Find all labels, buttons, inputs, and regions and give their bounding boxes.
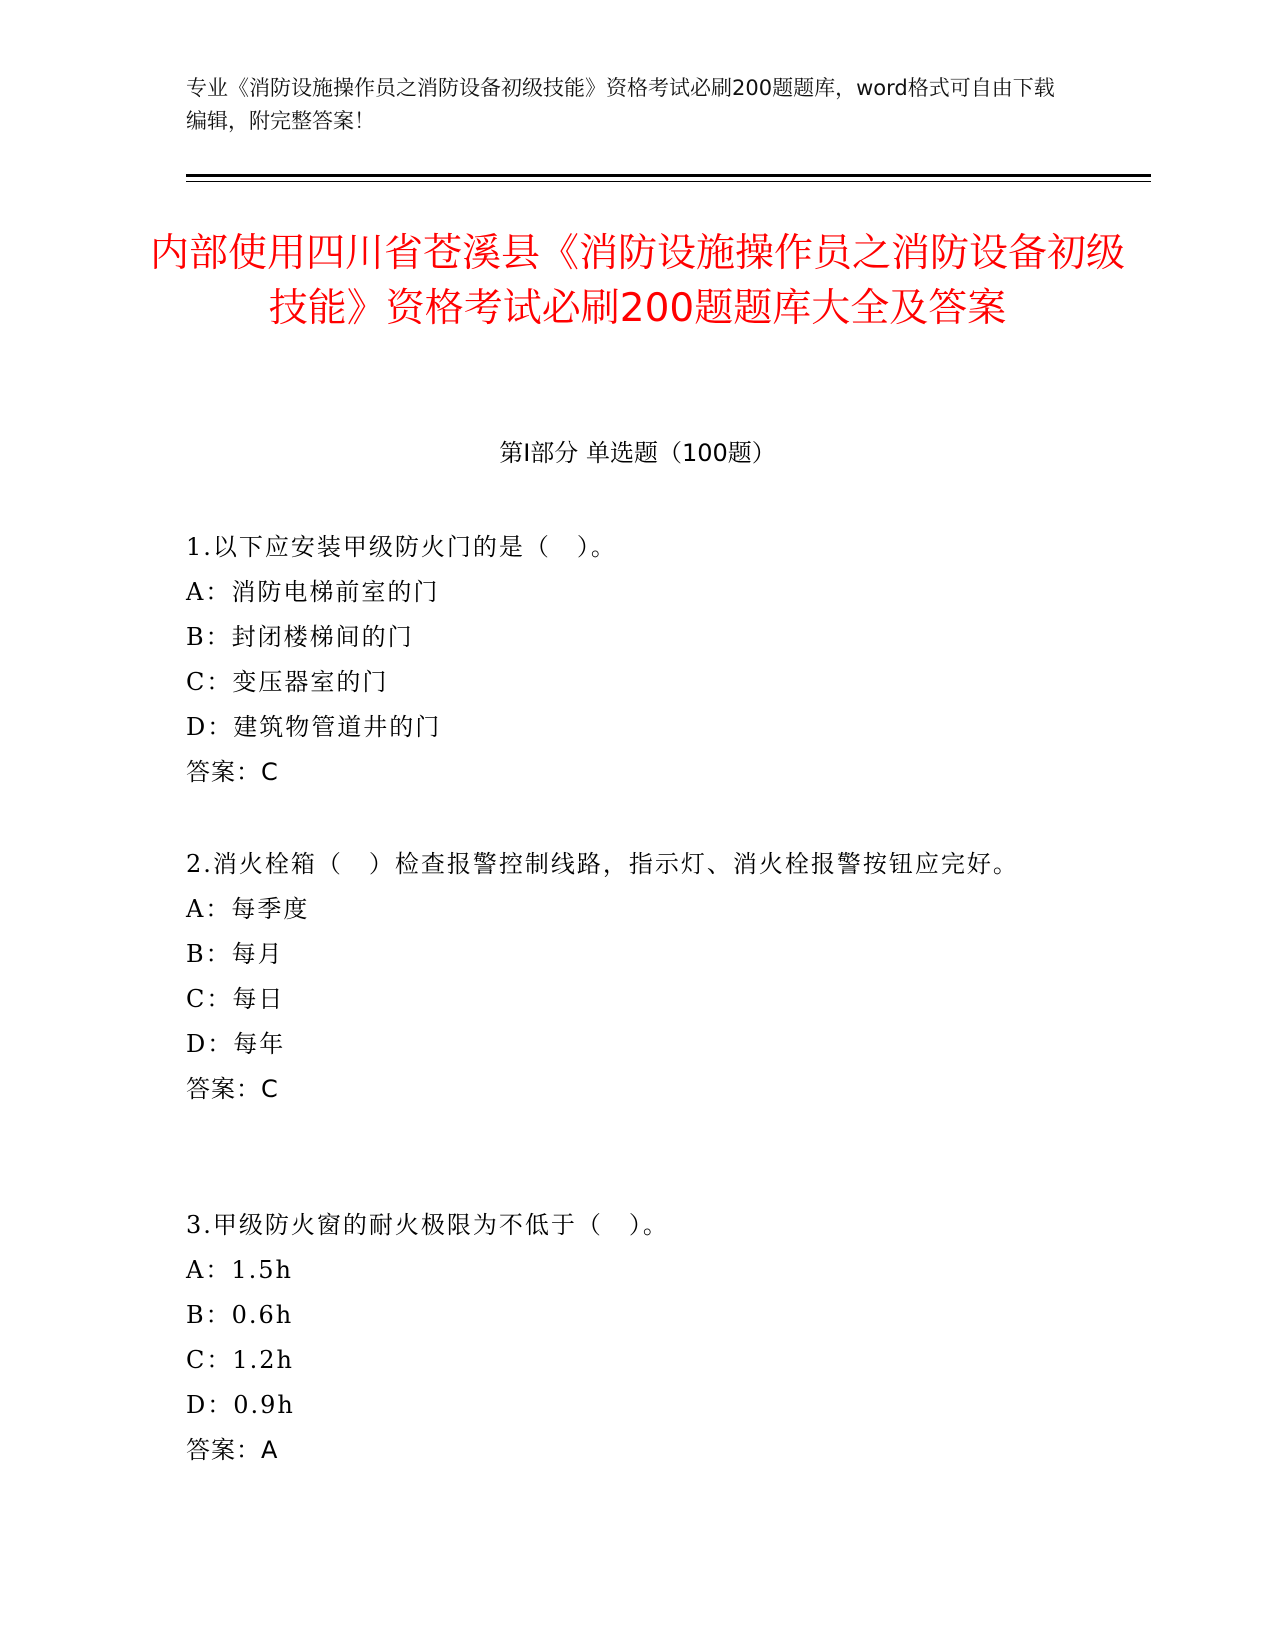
option-c: C：变压器室的门 (186, 668, 389, 696)
question-3 (186, 1203, 1066, 1473)
question-stem: 2.消火栓箱（ ）检查报警控制线路，指示灯、消火栓报警按钮应完好。 (186, 850, 1019, 878)
option-b: B：每月 (186, 940, 284, 968)
option-c: C：每日 (186, 985, 285, 1013)
question-2 (186, 842, 1066, 1112)
answer: 答案：C (186, 1075, 279, 1103)
option-d: D：每年 (186, 1030, 286, 1058)
option-a: A：消防电梯前室的门 (186, 578, 440, 606)
question-stem: 3.甲级防火窗的耐火极限为不低于（ ）。 (186, 1211, 669, 1239)
header-divider-thick (186, 174, 1151, 177)
section-heading: 第Ⅰ部分 单选题（100题） (499, 439, 776, 467)
answer: 答案：A (186, 1436, 279, 1464)
option-c: C：1.2h (186, 1346, 294, 1374)
header-divider-thin (186, 181, 1151, 182)
question-1 (186, 525, 1066, 795)
answer: 答案：C (186, 758, 279, 786)
option-b: B：封闭楼梯间的门 (186, 623, 414, 651)
option-a: A：1.5h (186, 1256, 293, 1284)
question-stem: 1.以下应安装甲级防火门的是（ ）。 (186, 533, 617, 561)
document-title: 内部使用四川省苍溪县《消防设施操作员之消防设备初级技能》资格考试必刷200题题库大全及答案 (150, 231, 1126, 331)
header-note: 专业《消防设施操作员之消防设备初级技能》资格考试必刷200题题库，word格式可自由下载编辑，附完整答案！ (186, 76, 1055, 133)
option-d: D：建筑物管道井的门 (186, 713, 442, 741)
option-a: A：每季度 (186, 895, 310, 923)
option-b: B：0.6h (186, 1301, 294, 1329)
option-d: D：0.9h (186, 1391, 295, 1419)
